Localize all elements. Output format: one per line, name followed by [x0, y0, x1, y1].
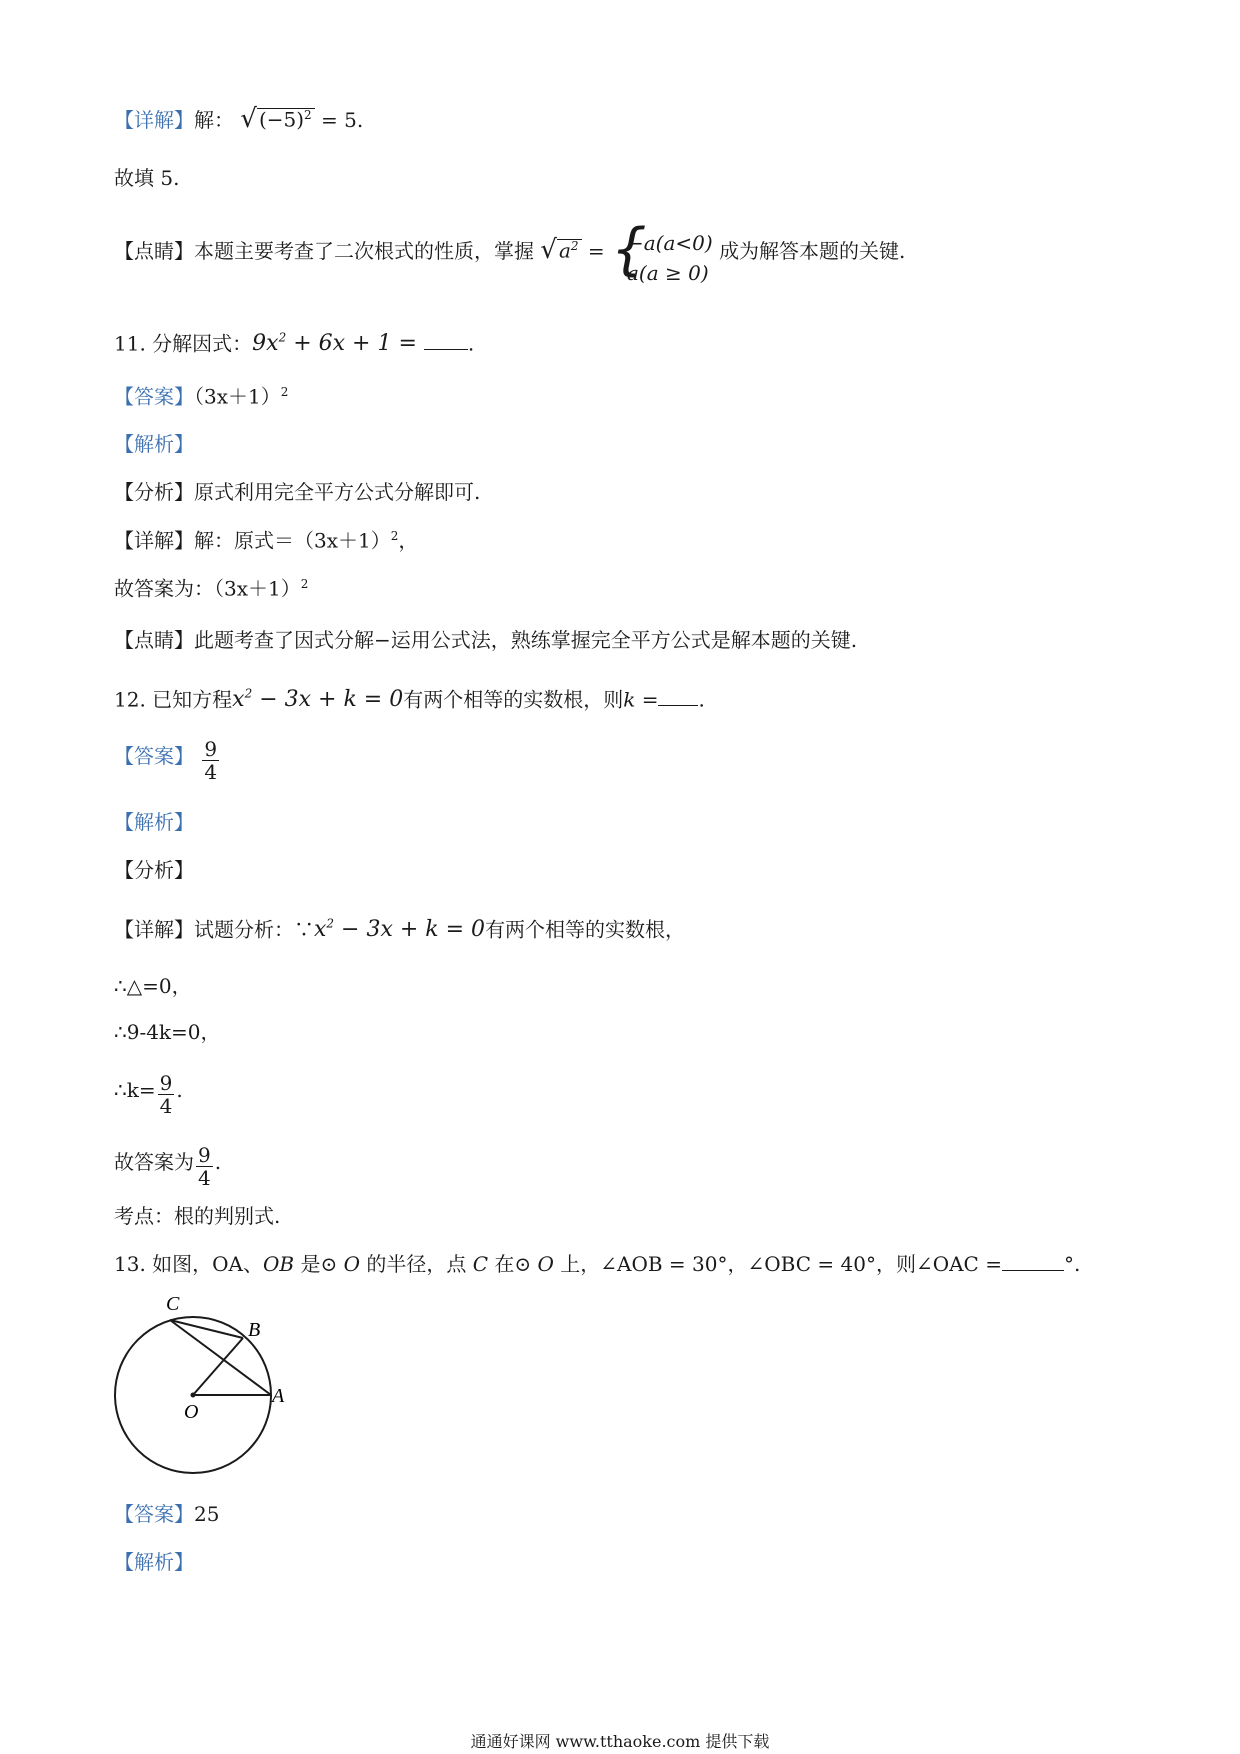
q13-answer: 【答案】25 — [114, 1502, 220, 1526]
q11-stem: 11. 分解因式：$9x^2 + 6x + 1$ = . — [114, 331, 475, 357]
page-footer: 通通好课网 www.tthaoke.com 提供下载 — [470, 1732, 770, 1751]
detail-prefix: 解： — [194, 108, 234, 132]
q13-analysis-label: 【解析】 — [114, 1550, 194, 1574]
q12-answer: 【答案】 $\frac{9}{4}$ — [114, 737, 218, 784]
circle-figure — [108, 1290, 288, 1480]
q10-comment-line: 【点睛】本题主要考查了二次根式的性质，掌握 √ $a^2$ = { −a(a<0) a(a ≥ 0) 成为解答本题的关键. — [114, 228, 905, 288]
segment-ob — [193, 1338, 243, 1395]
q12-detail: 【详解】试题分析：$\because x^2 - 3x + k = 0$有两个相等的实数根， — [114, 917, 686, 943]
q10-fill-line: 故填 5. — [114, 166, 180, 190]
q11-fenxi: 【分析】原式利用完全平方公式分解即可. — [114, 480, 481, 504]
sqrt-expression: $(-5)^2$ — [257, 108, 315, 130]
q11-answer-line: 故答案为：$(3x+1)^2$ — [114, 576, 309, 601]
q12-step2: ∴9-4k=0， — [114, 1020, 221, 1044]
q11-analysis-label: 【解析】 — [114, 432, 194, 456]
q12-final: 故答案为 $\frac{9}{4}$ . — [114, 1143, 222, 1190]
comment-suffix: 成为解答本题的关键. — [719, 239, 906, 263]
label-a: A — [272, 1385, 285, 1407]
center-point — [191, 1393, 196, 1398]
q12-kaodian: 考点：根的判别式. — [114, 1204, 281, 1228]
detail-label: 【详解】 — [114, 108, 194, 132]
q11-answer: 【答案】$(3x+1)^2$ — [114, 384, 289, 409]
q12-fenxi-label: 【分析】 — [114, 858, 194, 882]
q12-step3: ∴k= $\frac{9}{4}$ . — [114, 1071, 183, 1118]
comment-prefix: 本题主要考查了二次根式的性质，掌握 — [194, 239, 534, 263]
sqrt-a-squared: $a^2$ — [557, 239, 582, 261]
answer-fraction: $\frac{9}{4}$ — [204, 737, 218, 784]
detail-result: = 5. — [321, 108, 364, 132]
q12-analysis-label: 【解析】 — [114, 810, 194, 834]
label-c: C — [166, 1293, 180, 1315]
radical-icon: √ — [240, 104, 257, 134]
q13-stem: 13. 如图，OA、OB 是⊙ O 的半径，点 C 在⊙ O 上，∠AOB = 30°，∠OBC = 40°，则∠OAC = °. — [114, 1252, 1081, 1276]
radical-icon: √ — [540, 235, 557, 265]
q12-step1: ∴△=0， — [114, 974, 192, 998]
brace-icon: { — [611, 217, 647, 282]
comment-label: 【点睛】 — [114, 239, 194, 263]
label-o: O — [184, 1401, 199, 1423]
q11-comment: 【点睛】此题考查了因式分解−运用公式法，熟练掌握完全平方公式是解本题的关键. — [114, 628, 858, 652]
q11-detail: 【详解】解：原式$=(3x+1)^2$， — [114, 528, 419, 553]
q10-detail-line — [114, 106, 363, 132]
label-b: B — [248, 1319, 261, 1341]
q12-stem: 12. 已知方程$x^2 - 3x + k = 0$有两个相等的实数根，则k = . — [114, 687, 705, 713]
piecewise-cases: { −a(a<0) a(a ≥ 0) — [611, 217, 713, 285]
